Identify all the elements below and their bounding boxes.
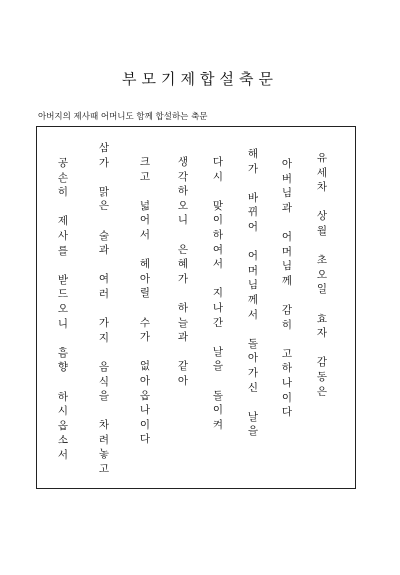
prayer-column-6: 크 고 넓 어 서 헤 아 릴 수 가 없 아 옵 나 이 다	[139, 156, 151, 446]
document-subtitle: 아버지의 제사때 어머니도 함께 합설하는 축문	[38, 112, 208, 122]
prayer-column-7: 삼 가 맑 은 술 과 여 러 가 지 음 식 을 차 려 놓 고	[98, 142, 110, 476]
document-title: 부모기제합설축문	[122, 70, 278, 88]
prayer-column-2: 아 버 님 과 어 머 님 께 감 히 고 하 나 이 다	[281, 158, 293, 419]
prayer-column-3: 해 가 바 뀌 어 어 머 님 께 서 돌 아 가 신 날 을	[247, 148, 259, 438]
prayer-text-box	[36, 126, 356, 489]
prayer-column-1: 유 세 차 상 월 초 오 일 효 자 감 동 은	[316, 152, 328, 398]
prayer-column-5: 생 각 하 오 니 은 혜 가 하 늘 과 같 아	[177, 156, 189, 387]
prayer-column-8: 공 손 히 제 사 를 받 드 오 니 흠 향 하 시 옵 소 서	[57, 157, 69, 461]
prayer-column-4: 다 시 맞 이 하 여 서 지 나 간 날 을 돌 이 켜	[212, 156, 224, 431]
